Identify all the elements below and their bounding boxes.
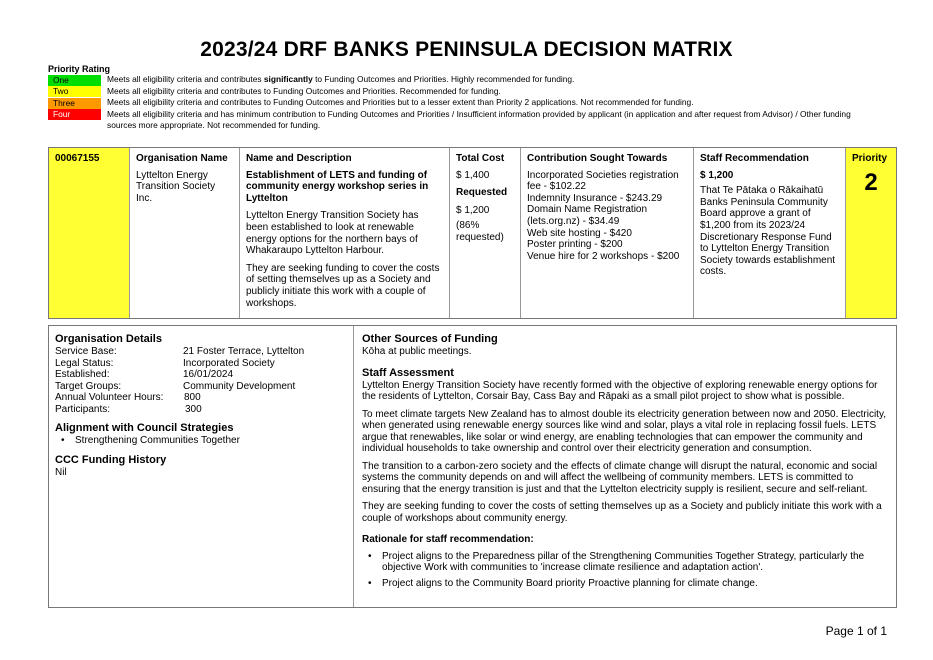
recommendation-amount: $ 1,200 — [700, 169, 734, 181]
priority-four-description: Meets all eligibility criteria and has minimum contribution to Funding Outcomes and Priorities / Insufficient information provided by applicant (in application and after request from Advisor) / Other funding sources more appropriate. Not recommended for funding. — [107, 108, 851, 130]
page-title: 2023/24 DRF BANKS PENINSULA DECISION MATRIX — [200, 38, 733, 61]
priority-one-description: Meets all eligibility criteria and contributes significantly to Funding Outcomes and Priorities. Highly recommended for funding. — [107, 74, 575, 84]
organisation-details-heading: Organisation Details — [55, 333, 162, 345]
other-funding-heading: Other Sources of Funding — [362, 333, 498, 345]
priority-value: 2 — [864, 168, 878, 196]
application-table — [48, 147, 897, 319]
priority-badge-four: Four — [48, 109, 101, 120]
requested-percentage: (86% requested) — [456, 220, 504, 243]
rationale-heading: Rationale for staff recommendation: — [362, 534, 534, 545]
assessment-paragraph: Lyttelton Energy Transition Society have recently formed with the objective of exploring renewable energy options for the residents of Lyttelton, Corsair Bay, Cass Bay and Rāpaki as a small pilot project to show what is possible. — [362, 379, 878, 402]
organisation-details-panel — [49, 326, 354, 607]
staff-recommendation-cell — [693, 148, 845, 318]
contribution-item: Poster printing - $200 — [527, 239, 623, 251]
detail-row: Service Base: 21 Foster Terrace, Lyttelton — [55, 346, 305, 357]
priority-badge-one: One — [48, 75, 101, 86]
total-cost-heading: Total Cost — [456, 153, 505, 164]
total-cost: $ 1,400 — [456, 169, 490, 181]
staff-assessment-heading: Staff Assessment — [362, 366, 454, 379]
contribution-item: Indemnity Insurance - $243.29 — [527, 192, 663, 204]
other-funding-text: Kōha at public meetings. — [362, 346, 472, 357]
legend-row-two — [48, 86, 878, 98]
rationale-item: • Project aligns to the Preparedness pillar of the Strengthening Communities Together Strategy, particularly the objective Work with communities to 'increase climate resilience and adaptation action'. — [362, 551, 889, 574]
project-description: Lyttelton Energy Transition Society has been established to look at renewable energy options for the northern bays of Whakaraupo Lyttelton Harbour. — [246, 210, 419, 257]
contribution-item: Web site hosting - $420 — [527, 227, 632, 239]
organisation-name-cell — [129, 148, 239, 318]
detail-row: Target Groups: Community Development — [55, 380, 296, 392]
priority-cell — [845, 148, 896, 318]
funding-history-heading: CCC Funding History — [55, 453, 167, 466]
requested-amount: $ 1,200 — [456, 204, 490, 216]
priority-three-description: Meets all eligibility criteria and contributes to Funding Outcomes and Priorities but to a lesser extent than Priority 2 applications. Not recommended for funding. — [107, 97, 694, 107]
priority-badge-two: Two — [48, 86, 101, 97]
application-id: 00067155 — [49, 148, 129, 318]
detail-row: Legal Status: Incorporated Society — [55, 357, 275, 369]
detail-row: Participants: 300 — [55, 403, 202, 415]
contribution-item: Venue hire for 2 workshops - $200 — [527, 250, 680, 262]
contribution-item: Domain Name Registration (lets.org.nz) - $34.49 — [527, 204, 648, 227]
priority-rating-heading: Priority Rating — [48, 64, 111, 74]
project-description: They are seeking funding to cover the costs of setting themselves up as a Society and publicly initiate this work with a couple of workshops. — [246, 262, 440, 309]
name-description-heading: Name and Description — [246, 153, 352, 164]
assessment-paragraph: To meet climate targets New Zealand has to almost double its electricity generation between now and 2050. Electricity, when generated using renewable energy sources like wind and solar, plays a vital role in replacing fossil fuels. LETS argue that renewables, like solar or wind energy, are enabling technologies that can empower the community and individual households to take ownership and control over their electricity generation and consumption. — [362, 408, 886, 454]
detail-row: Established: 16/01/2024 — [55, 369, 234, 380]
funding-history-value: Nil — [55, 466, 67, 478]
priority-two-description: Meets all eligibility criteria and contributes to Funding Outcomes and Priorities. Recommended for funding. — [107, 85, 501, 96]
page-number: Page 1 of 1 — [825, 624, 887, 638]
assessment-panel — [355, 326, 896, 607]
organisation-name: Lyttelton Energy Transition Society Inc. — [136, 169, 216, 204]
contribution-item: Incorporated Societies registration fee - $102.22 — [527, 169, 679, 193]
legend-row-four — [48, 109, 878, 132]
alignment-list — [55, 435, 347, 447]
project-title: Establishment of LETS and funding of community energy workshop series in Lyttelton — [246, 169, 429, 204]
legend-row-one — [48, 74, 878, 86]
contribution-heading: Contribution Sought Towards — [527, 153, 668, 164]
cost-cell — [449, 148, 520, 318]
assessment-paragraph: They are seeking funding to cover the costs of setting themselves up as a Society and publicly initiate this work with a couple of workshops about community energy. — [362, 501, 882, 524]
priority-heading: Priority — [852, 153, 888, 164]
organisation-name-heading: Organisation Name — [136, 153, 228, 164]
recommendation-text: That Te Pātaka o Rākaihatū Banks Peninsula Community Board approve a grant of $1,200 from its 2023/24 Discretionary Response Fund to Lyttelton Energy Transition Society towards establishment costs. — [700, 185, 836, 278]
alignment-item: • Strengthening Communities Together — [55, 435, 347, 447]
priority-badge-three: Three — [48, 98, 101, 109]
priority-rating-legend — [48, 74, 878, 132]
legend-row-three — [48, 97, 878, 109]
alignment-heading: Alignment with Council Strategies — [55, 422, 234, 434]
assessment-paragraph: The transition to a carbon-zero society and the effects of climate change will disrupt the natural, economic and social systems the community depends on and will affect the wellbeing of community members. LETS is committed to ensuring that the energy transition is just and that the Lyttelton electricity supply is resilient, secure and self-reliant. — [362, 460, 878, 495]
details-section — [48, 325, 897, 608]
rationale-list — [362, 551, 889, 590]
rationale-item: • Project aligns to the Community Board priority Proactive planning for climate change. — [362, 578, 889, 590]
detail-row: Annual Volunteer Hours: 800 — [55, 392, 201, 403]
staff-recommendation-heading: Staff Recommendation — [700, 153, 809, 164]
contribution-cell — [520, 148, 693, 318]
name-description-cell — [239, 148, 449, 318]
requested-heading: Requested — [456, 187, 508, 199]
